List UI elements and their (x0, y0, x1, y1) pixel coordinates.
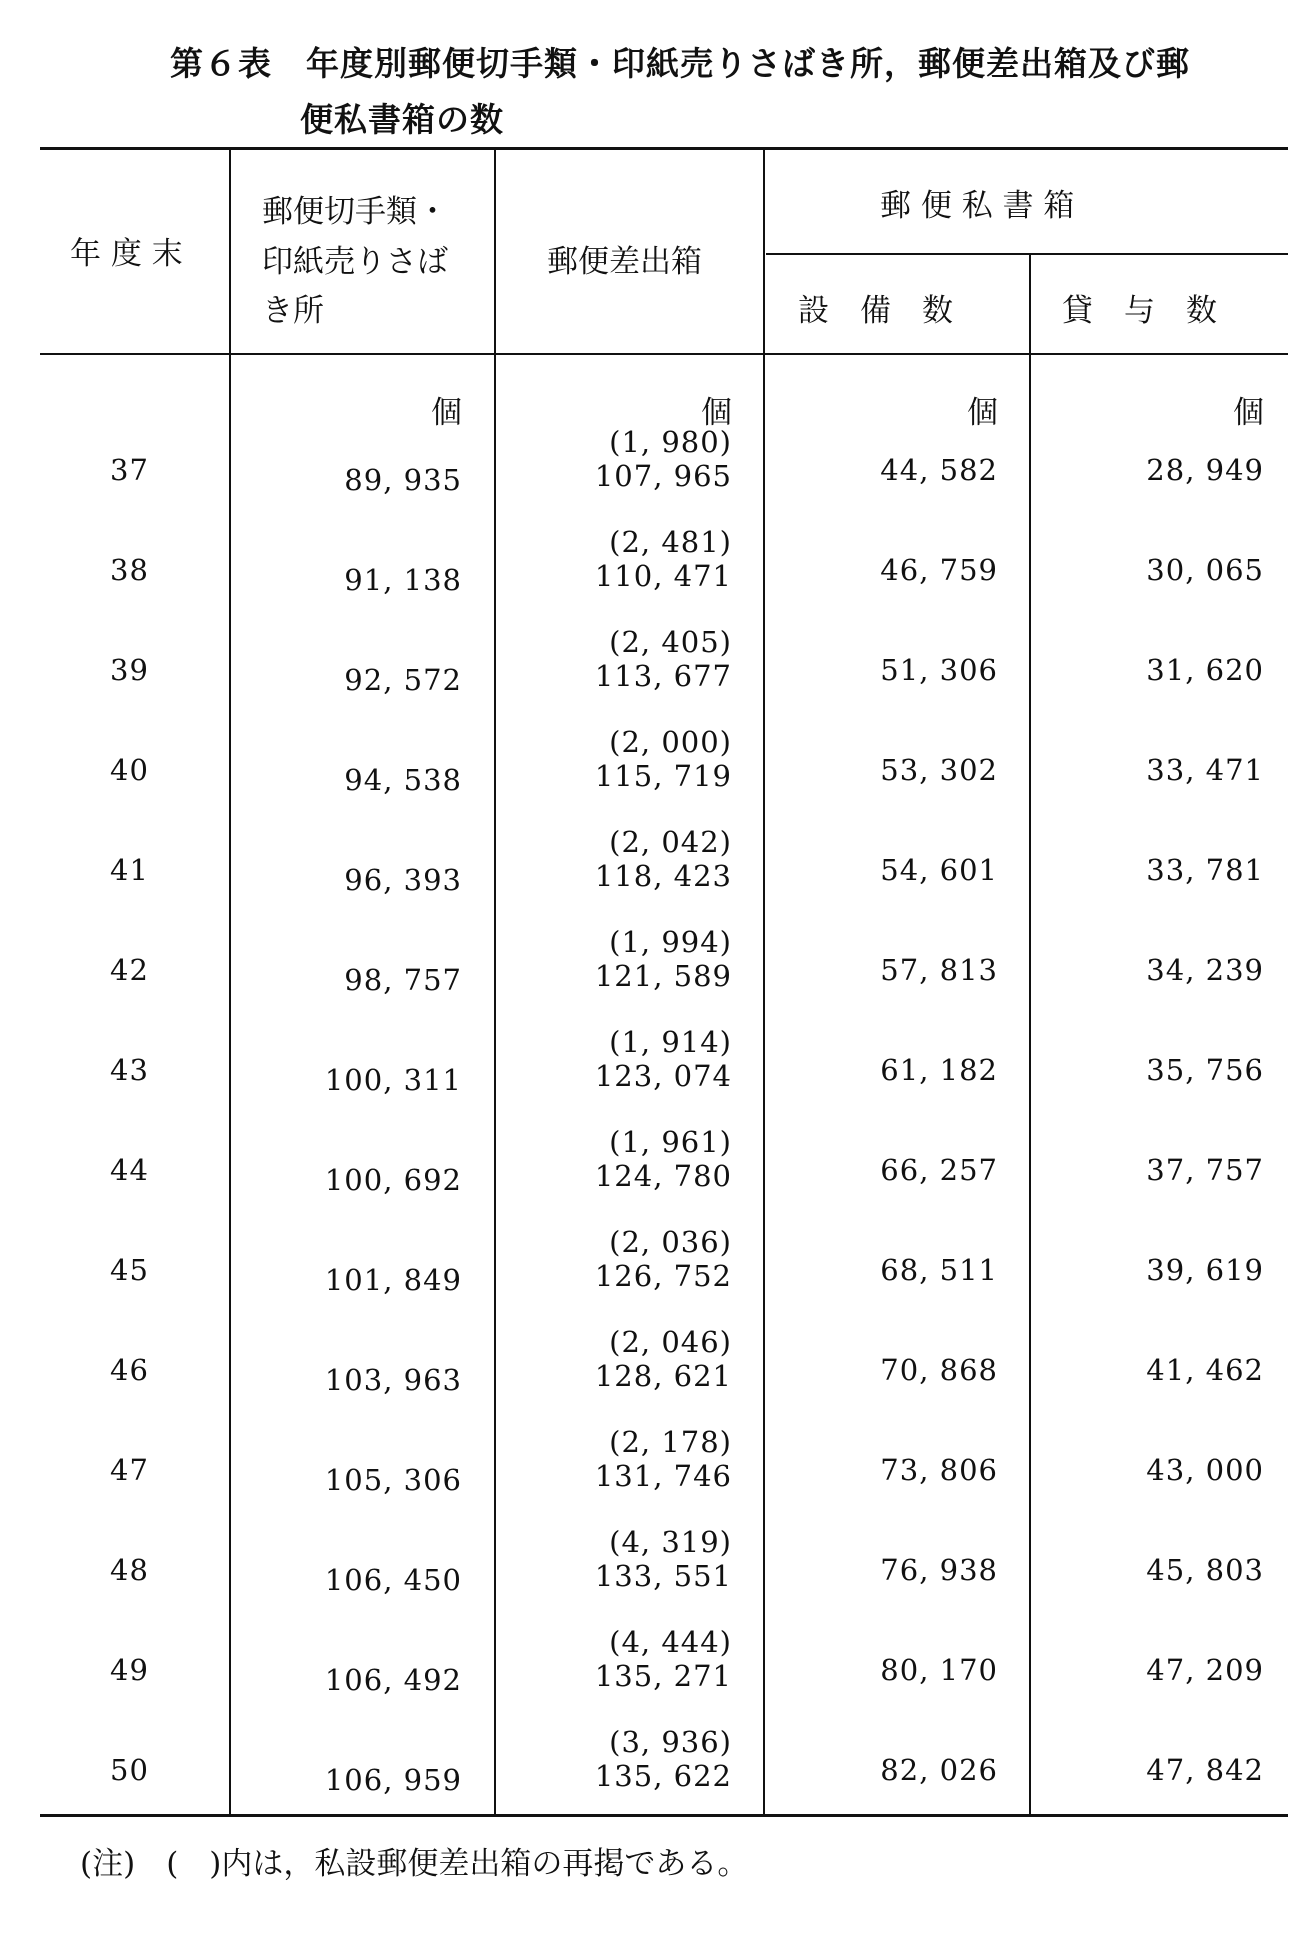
row-box-count: 121, 589 (594, 959, 732, 993)
unit-setsubi: 個 (967, 395, 998, 431)
header-setsubi: 設 備 数 (798, 293, 953, 329)
row-year: 39 (110, 653, 149, 687)
row-box-count: 115, 719 (594, 759, 732, 793)
row-year: 44 (110, 1153, 149, 1187)
header-shop-line-2: 印紙売りさば (262, 244, 448, 280)
row-box-count: 123, 074 (594, 1059, 732, 1093)
header-bottom-rule (40, 353, 1288, 355)
row-taiyo-count: 37, 757 (1146, 1153, 1264, 1187)
row-shop-count: 106, 450 (324, 1563, 462, 1597)
row-taiyo-count: 45, 803 (1146, 1553, 1264, 1587)
row-year: 38 (110, 553, 149, 587)
row-shop-count: 96, 393 (344, 863, 462, 897)
table-row (0, 525, 1311, 625)
table-title-line-2: 便私書箱の数 (300, 100, 504, 139)
row-box-count: 110, 471 (594, 559, 732, 593)
table-row (0, 425, 1311, 525)
row-setsubi-count: 46, 759 (880, 553, 998, 587)
row-box-count: 118, 423 (594, 859, 732, 893)
row-private-box-count: (1, 961) (609, 1125, 732, 1159)
row-shop-count: 89, 935 (344, 463, 462, 497)
row-year: 40 (110, 753, 149, 787)
row-taiyo-count: 33, 781 (1146, 853, 1264, 887)
row-shop-count: 94, 538 (344, 763, 462, 797)
unit-box: 個 (701, 395, 732, 431)
row-setsubi-count: 76, 938 (880, 1553, 998, 1587)
row-taiyo-count: 34, 239 (1146, 953, 1264, 987)
row-box-count: 124, 780 (594, 1159, 732, 1193)
row-box-count: 107, 965 (594, 459, 732, 493)
row-private-box-count: (2, 046) (609, 1325, 732, 1359)
row-box-count: 131, 746 (594, 1459, 732, 1493)
row-year: 49 (110, 1653, 149, 1687)
header-year: 年 度 末 (70, 236, 183, 272)
row-shop-count: 100, 311 (324, 1063, 462, 1097)
row-year: 48 (110, 1553, 149, 1587)
row-private-box-count: (2, 405) (609, 625, 732, 659)
row-private-box-count: (1, 914) (609, 1025, 732, 1059)
table-row (0, 725, 1311, 825)
row-shop-count: 103, 963 (324, 1363, 462, 1397)
row-taiyo-count: 39, 619 (1146, 1253, 1264, 1287)
row-taiyo-count: 47, 209 (1146, 1653, 1264, 1687)
row-setsubi-count: 44, 582 (880, 453, 998, 487)
row-private-box-count: (2, 481) (609, 525, 732, 559)
row-box-count: 126, 752 (594, 1259, 732, 1293)
row-setsubi-count: 66, 257 (880, 1153, 998, 1187)
row-box-count: 135, 271 (594, 1659, 732, 1693)
row-setsubi-count: 53, 302 (880, 753, 998, 787)
row-private-box-count: (3, 936) (609, 1725, 732, 1759)
table-row (0, 1725, 1311, 1825)
table-title-line-1: 第６表 年度別郵便切手類・印紙売りさばき所，郵便差出箱及び郵 (170, 44, 1190, 83)
footnote: (注) ( )内は，私設郵便差出箱の再掲である。 (80, 1846, 749, 1882)
row-private-box-count: (2, 000) (609, 725, 732, 759)
table-row (0, 1425, 1311, 1525)
row-year: 41 (110, 853, 149, 887)
row-taiyo-count: 47, 842 (1146, 1753, 1264, 1787)
row-shop-count: 106, 492 (324, 1663, 462, 1697)
row-shop-count: 98, 757 (344, 963, 462, 997)
row-year: 43 (110, 1053, 149, 1087)
header-pobox-group: 郵 便 私 書 箱 (880, 188, 1075, 224)
table-row (0, 625, 1311, 725)
row-box-count: 113, 677 (594, 659, 732, 693)
table-row (0, 1125, 1311, 1225)
row-setsubi-count: 57, 813 (880, 953, 998, 987)
row-taiyo-count: 35, 756 (1146, 1053, 1264, 1087)
row-taiyo-count: 43, 000 (1146, 1453, 1264, 1487)
unit-shop: 個 (431, 395, 462, 431)
row-setsubi-count: 73, 806 (880, 1453, 998, 1487)
row-private-box-count: (2, 036) (609, 1225, 732, 1259)
row-taiyo-count: 28, 949 (1146, 453, 1264, 487)
row-private-box-count: (2, 042) (609, 825, 732, 859)
table-row (0, 825, 1311, 925)
row-setsubi-count: 80, 170 (880, 1653, 998, 1687)
row-year: 47 (110, 1453, 149, 1487)
header-taiyo: 貸 与 数 (1062, 293, 1217, 329)
row-shop-count: 101, 849 (324, 1263, 462, 1297)
table-row (0, 1525, 1311, 1625)
row-setsubi-count: 70, 868 (880, 1353, 998, 1387)
table-top-rule (40, 147, 1288, 150)
row-shop-count: 100, 692 (324, 1163, 462, 1197)
row-year: 46 (110, 1353, 149, 1387)
row-shop-count: 106, 959 (324, 1763, 462, 1797)
table-row (0, 1225, 1311, 1325)
row-shop-count: 91, 138 (344, 563, 462, 597)
row-shop-count: 105, 306 (324, 1463, 462, 1497)
row-box-count: 133, 551 (594, 1559, 732, 1593)
row-setsubi-count: 82, 026 (880, 1753, 998, 1787)
table-row (0, 925, 1311, 1025)
table-row (0, 1625, 1311, 1725)
row-private-box-count: (1, 994) (609, 925, 732, 959)
row-taiyo-count: 41, 462 (1146, 1353, 1264, 1387)
row-private-box-count: (2, 178) (609, 1425, 732, 1459)
row-box-count: 128, 621 (594, 1359, 732, 1393)
header-shop-line-3: き所 (262, 293, 324, 329)
row-private-box-count: (4, 444) (609, 1625, 732, 1659)
row-year: 37 (110, 453, 149, 487)
table-row (0, 1025, 1311, 1125)
row-year: 45 (110, 1253, 149, 1287)
row-shop-count: 92, 572 (344, 663, 462, 697)
row-year: 42 (110, 953, 149, 987)
row-taiyo-count: 30, 065 (1146, 553, 1264, 587)
row-setsubi-count: 54, 601 (880, 853, 998, 887)
header-shop-line-1: 郵便切手類・ (262, 194, 448, 230)
header-box: 郵便差出箱 (547, 244, 702, 280)
unit-taiyo: 個 (1233, 395, 1264, 431)
row-setsubi-count: 61, 182 (880, 1053, 998, 1087)
row-setsubi-count: 68, 511 (880, 1253, 998, 1287)
row-box-count: 135, 622 (594, 1759, 732, 1793)
row-private-box-count: (4, 319) (609, 1525, 732, 1559)
row-year: 50 (110, 1753, 149, 1787)
row-taiyo-count: 33, 471 (1146, 753, 1264, 787)
table-row (0, 1325, 1311, 1425)
header-sub-rule (766, 253, 1288, 255)
row-taiyo-count: 31, 620 (1146, 653, 1264, 687)
row-private-box-count: (1, 980) (609, 425, 732, 459)
row-setsubi-count: 51, 306 (880, 653, 998, 687)
